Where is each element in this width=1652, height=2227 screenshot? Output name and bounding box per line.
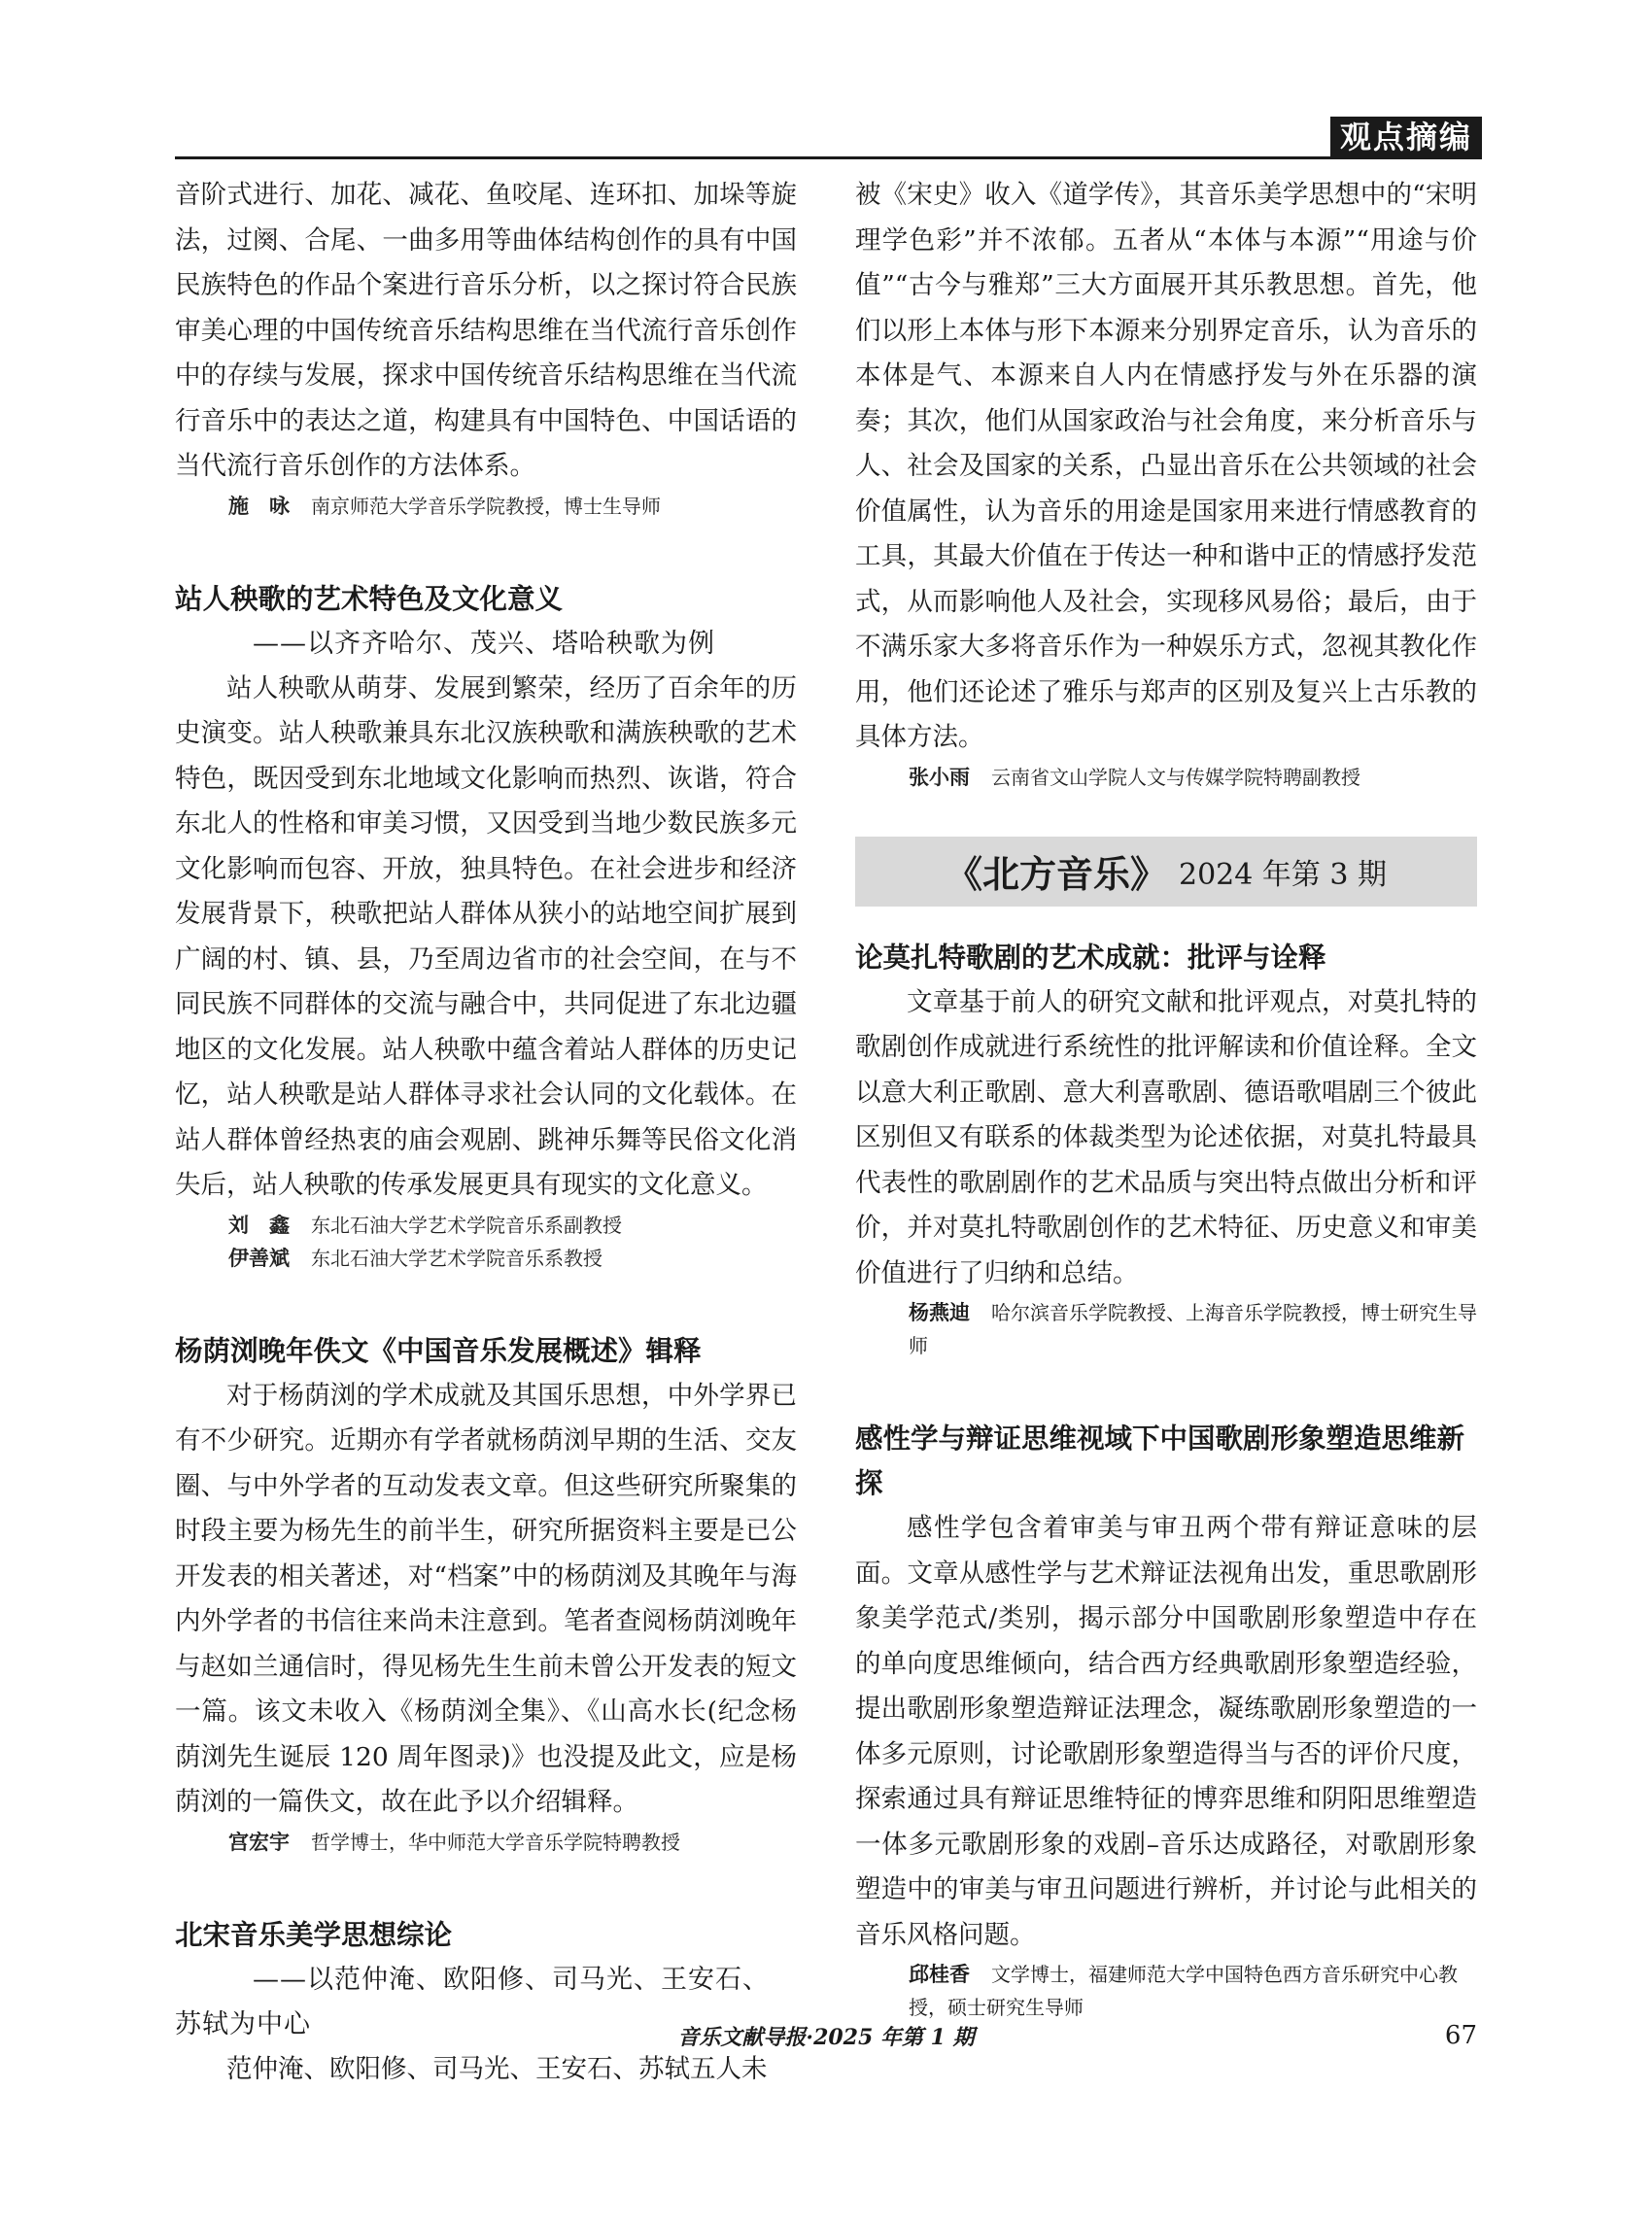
author-name: 施 咏 — [228, 494, 290, 518]
author-byline — [175, 1209, 797, 1242]
article-body: 被《宋史》收入《道学传》，其音乐美学思想中的“宋明理学色彩”并不浓郁。五者从“本体与本源”“用途与价值”“古今与雅郑”三大方面展开其乐教思想。首先，他们以形上本体与形下本源来分别界定音乐，认为音乐的本体是气、本源来自人内在情感抒发与外在乐器的演奏；其次，他们从国家政治与社会角度，来分析音乐与人、社会及国家的关系，凸显出音乐在公共领域的社会价值属性，认为音乐的用途是国家用来进行情感教育的工具，其最大价值在于传达一种和谐中正的情感抒发范式，从而影响他人及社会，实现移风易俗；最后，由于不满乐家大多将音乐作为一种娱乐方式，忽视其教化作用，他们还论述了雅乐与郑声的区别及复兴上古乐教的具体方法。 — [855, 180, 1477, 752]
author-affiliation: 云南省文山学院人文与传媒学院特聘副教授 — [991, 765, 1360, 789]
journal-name: 《北方音乐》 — [945, 853, 1167, 896]
journal-issue: 2024 年第 3 期 — [1178, 857, 1388, 892]
author-name: 宫宏宇 — [228, 1830, 290, 1854]
author-name: 杨燕迪 — [909, 1301, 970, 1324]
page-number: 67 — [1444, 2021, 1477, 2050]
author-affiliation: 东北石油大学艺术学院音乐系教授 — [311, 1246, 602, 1270]
author-affiliation: 东北石油大学艺术学院音乐系副教授 — [311, 1213, 622, 1237]
author-byline — [175, 1826, 797, 1859]
section-badge: 观点摘编 — [1330, 117, 1482, 157]
article-body: 文章基于前人的研究文献和批评观点，对莫扎特的歌剧创作成就进行系统性的批评解读和价值诠释。全文以意大利正歌剧、意大利喜歌剧、德语歌唱剧三个彼此区别但又有联系的体裁类型为论述依据，对莫扎特最具代表性的歌剧剧作的艺术品质与突出特点做出分析和评价，并对莫扎特歌剧创作的艺术特征、历史意义和审美价值进行了归纳和总结。 — [855, 986, 1477, 1288]
author-byline — [855, 1958, 1477, 2024]
left-column — [175, 173, 797, 2092]
article-title: 杨荫浏晚年佚文《中国音乐发展概述》辑释 — [175, 1334, 702, 1367]
article-subtitle-cont: 苏轼为中心 — [175, 2008, 311, 2039]
author-byline — [855, 761, 1477, 794]
article-body: 站人秧歌从萌芽、发展到繁荣，经历了百余年的历史演变。站人秧歌兼具东北汉族秧歌和满族秧歌的艺术特色，既因受到东北地域文化影响而热烈、诙谐，符合东北人的性格和审美习惯，又因受到当地少数民族多元文化影响而包容、开放，独具特色。在社会进步和经济发展背景下，秧歌把站人群体从狭小的站地空间扩展到广阔的村、镇、县，乃至周边省市的社会空间，在与不同民族不同群体的交流与融合中，共同促进了东北边疆地区的文化发展。站人秧歌中蕴含着站人群体的历史记忆，站人秧歌是站人群体寻求社会认同的文化载体。在站人群体曾经热衷的庙会观剧、跳神乐舞等民俗文化消失后，站人秧歌的传承发展更具有现实的文化意义。 — [175, 672, 797, 1200]
author-name: 刘 鑫 — [228, 1213, 290, 1237]
author-affiliation: 南京师范大学音乐学院教授，博士生导师 — [311, 494, 661, 518]
right-column — [855, 173, 1477, 2024]
article-body: 范仲淹、欧阳修、司马光、王安石、苏轼五人未 — [226, 2053, 768, 2084]
author-name: 伊善斌 — [228, 1246, 290, 1270]
author-byline — [855, 1296, 1477, 1362]
author-name: 邱桂香 — [909, 1963, 970, 1986]
header-rule — [175, 156, 1482, 159]
journal-header — [855, 837, 1477, 907]
article-title: 感性学与辩证思维视域下中国歌剧形象塑造思维新探 — [855, 1422, 1465, 1499]
article-subtitle: ——以齐齐哈尔、茂兴、塔哈秧歌为例 — [253, 628, 715, 659]
article-body: 音阶式进行、加花、减花、鱼咬尾、连环扣、加垛等旋法，过阕、合尾、一曲多用等曲体结构创作的具有中国民族特色的作品个案进行音乐分析，以之探讨符合民族审美心理的中国传统音乐结构思维在当代流行音乐创作中的存续与发展，探求中国传统音乐结构思维在当代流行音乐中的表达之道，构建具有中国特色、中国话语的当代流行音乐创作的方法体系。 — [175, 180, 797, 481]
author-affiliation: 哈尔滨音乐学院教授、上海音乐学院教授，博士研究生导师 — [909, 1301, 1477, 1357]
page-footer: 音乐文献导报·2025 年第 1 期 — [677, 2025, 975, 2050]
article-title: 北宋音乐美学思想综论 — [175, 1918, 453, 1951]
article-title: 论莫扎特歌剧的艺术成就：批评与诠释 — [855, 941, 1326, 974]
author-affiliation: 文学博士，福建师范大学中国特色西方音乐研究中心教授，硕士研究生导师 — [909, 1963, 1458, 2019]
author-byline — [175, 1242, 797, 1275]
article-body: 感性学包含着审美与审丑两个带有辩证意味的层面。文章从感性学与艺术辩证法视角出发，重思歌剧形象美学范式/类别，揭示部分中国歌剧形象塑造中存在的单向度思维倾向，结合西方经典歌剧形象塑造经验，提出歌剧形象塑造辩证法理念，凝练歌剧形象塑造的一体多元原则，讨论歌剧形象塑造得当与否的评价尺度，探索通过具有辩证思维特征的博弈思维和阴阳思维塑造一体多元歌剧形象的戏剧–音乐达成路径，对歌剧形象塑造中的审美与审丑问题进行辨析，并讨论与此相关的音乐风格问题。 — [855, 1513, 1477, 1950]
article-subtitle: ——以范仲淹、欧阳修、司马光、王安石、 — [253, 1964, 770, 1995]
article-body: 对于杨荫浏的学术成就及其国乐思想，中外学界已有不少研究。近期亦有学者就杨荫浏早期的生活、交友圈、与中外学者的互动发表文章。但这些研究所聚集的时段主要为杨先生的前半生，研究所据资料主要是已公开发表的相关著述，对“档案”中的杨荫浏及其晚年与海内外学者的书信往来尚未注意到。笔者查阅杨荫浏晚年与赵如兰通信时，得见杨先生生前未曾公开发表的短文一篇。该文未收入《杨荫浏全集》、《山高水长(纪念杨荫浏先生诞辰 120 周年图录)》也没提及此文，应是杨荫浏的一篇佚文，故在此予以介绍辑释。 — [175, 1380, 797, 1817]
author-byline — [175, 490, 797, 523]
author-name: 张小雨 — [909, 765, 970, 789]
article-title: 站人秧歌的艺术特色及文化意义 — [175, 582, 564, 615]
author-affiliation: 哲学博士，华中师范大学音乐学院特聘教授 — [311, 1830, 680, 1854]
